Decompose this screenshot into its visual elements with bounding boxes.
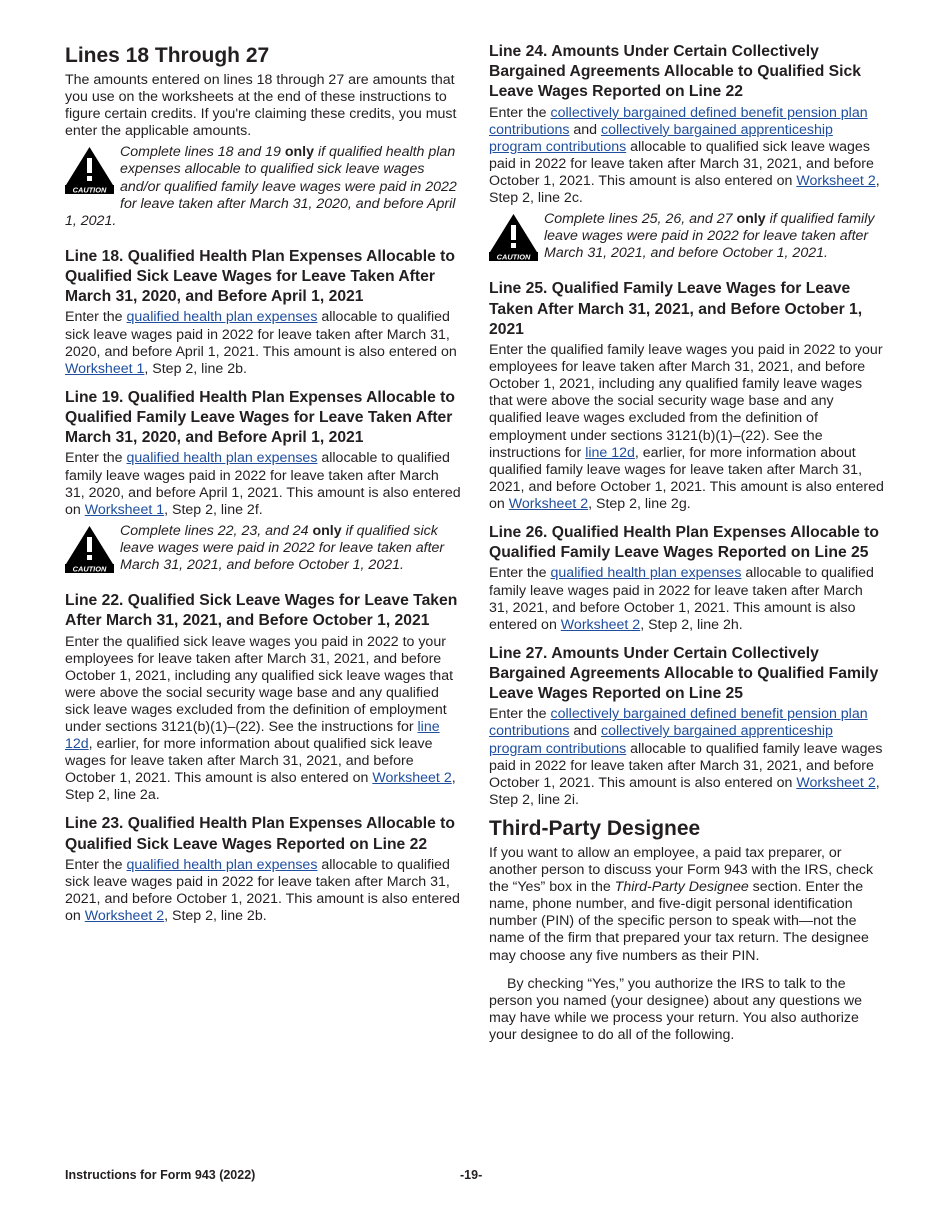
caution-text: Complete lines 25, 26, and 27 [544,211,737,228]
line-23-heading: Line 23. Qualified Health Plan Expenses Allocable to Qualified Sick Leave Wages Reported on Line 22 [65,815,455,853]
worksheet-1-link[interactable]: Worksheet 1 [84,501,165,518]
line-19-body: Enter the qualified health plan expenses allocable to qualified family leave wages paid in 2022 for leave taken after March 31, 2020, and before April 1, 2021. This amount is also entered on Worksheet 1, Step 2, line 2f. [65,450,461,518]
caution-badge-label: CAUTION [72,564,107,573]
line-24-body: Enter the collectively bargained defined benefit pension plan contributions and collectively bargained apprenticeship program contributions allocable to qualified sick leave wages paid in 2022 for leave taken after March 31, 2021, and before October 1, 2021. This amount is also entered on Worksheet 2, Step 2, line 2c. [489,104,880,207]
line-26-heading: Line 26. Qualified Health Plan Expenses Allocable to Qualified Family Leave Wages Reported on Line 25 [489,524,879,562]
intro-paragraph: The amounts entered on lines 18 through 27 are amounts that you use on the worksheets at the end of these instructions to figure certain credits. If you're claiming these credits, you must enter the applicable amounts. [65,72,457,140]
apprenticeship-program-contributions-link[interactable]: collectively bargained apprenticeship program contributions [489,723,833,757]
caution-icon [65,146,114,194]
qualified-health-plan-expenses-link[interactable]: qualified health plan expenses [550,565,742,582]
caution-icon [65,525,114,573]
caution-text: Complete lines 18 and 19 [120,144,285,161]
worksheet-1-link[interactable]: Worksheet 1 [65,360,145,377]
line-27-body: Enter the collectively bargained defined benefit pension plan contributions and collectively bargained apprenticeship program contributions allocable to qualified family leave wages paid in 2022 for leave taken after March 31, 2021, and before October 1, 2021. This amount is also entered on Worksheet 2, Step 2, line 2i. [489,706,883,808]
page-number: -19- [460,1168,483,1182]
left-column [65,42,461,925]
caution-text: if qualified family leave wages were paid in 2022 for leave taken after March 31, 2021, and before October 1, 2021. [544,211,875,262]
worksheet-2-link[interactable]: Worksheet 2 [372,770,452,787]
worksheet-2-link[interactable]: Worksheet 2 [84,908,165,925]
authorization-paragraph: By checking “Yes,” you authorize the IRS to talk to the person you named (your designee) about any questions we may have while we process your return. You also authorize your designee to do all of the following. [489,975,863,1043]
third-party-designee-title: Third-Party Designee [489,816,701,840]
apprenticeship-program-contributions-link[interactable]: collectively bargained apprenticeship program contributions [489,121,833,155]
line-12d-link[interactable]: line 12d [65,718,440,753]
line-22-heading: Line 22. Qualified Sick Leave Wages for Leave Taken After March 31, 2021, and Before October 1, 2021 [65,592,458,630]
pension-plan-contributions-link[interactable]: collectively bargained defined benefit pension plan contributions [489,706,868,740]
line-12d-link[interactable]: line 12d [585,444,635,461]
line-18-body: Enter the qualified health plan expenses allocable to qualified sick leave wages paid in 2022 for leave taken after March 31, 2020, and before April 1, 2021. This amount is also entered on Worksheet 1, Step 2, line 2b. [65,309,457,377]
caution-badge-label: CAUTION [496,252,531,262]
caution-note [65,523,461,574]
line-25-body: Enter the qualified family leave wages you paid in 2022 to your employees for leave taken after March 31, 2021, and before October 1, 2021, including any qualified family leave wages that were above the social security wage base and any qualified leave wages excluded from the definition of employment under sections 3121(b)(1)–(22). See the instructions for line 12d, earlier, for more information about qualified family leave wages for leave taken after March 31, 2021, and before October 1, 2021. This amount is also entered on Worksheet 2, Step 2, line 2g. [489,342,884,512]
line-26-body: Enter the qualified health plan expenses allocable to qualified family leave wages paid in 2022 for leave taken after March 31, 2021, and before October 1, 2021. This amount is also entered on Worksheet 2, Step 2, line 2h. [489,565,874,633]
line-27-heading: Line 27. Amounts Under Certain Collectively Bargained Agreements Allocable to Qualified Family Leave Wages Reported on Line 25 [489,644,879,703]
page-footer [65,1168,885,1186]
worksheet-2-link[interactable]: Worksheet 2 [560,616,641,633]
worksheet-2-link[interactable]: Worksheet 2 [508,495,589,512]
caution-badge-label: CAUTION [72,185,107,195]
qualified-health-plan-expenses-link[interactable]: qualified health plan expenses [126,856,318,873]
line-23-body: Enter the qualified health plan expenses allocable to qualified sick leave wages paid in 2022 for leave taken after March 31, 2021, and before October 1, 2021. This amount is also entered on Worksheet 2, Step 2, line 2b. [65,856,460,925]
caution-icon [489,213,538,261]
line-24-heading: Line 24. Amounts Under Certain Collectively Bargained Agreements Allocable to Qualified Sick Leave Wages Reported on Line 22 [489,43,861,101]
caution-note [65,144,461,229]
worksheet-2-link[interactable]: Worksheet 2 [796,774,876,791]
caution-emphasis: only [312,522,342,539]
caution-emphasis: only [284,144,315,161]
pension-plan-contributions-link[interactable]: collectively bargained defined benefit pension plan contributions [489,104,868,138]
qualified-health-plan-expenses-link[interactable]: qualified health plan expenses [126,309,318,326]
right-column [489,42,885,1044]
footer-form-title: Instructions for Form 943 (2022) [65,1168,256,1182]
line-22-body: Enter the qualified sick leave wages you paid in 2022 to your employees for leave taken after March 31, 2021, and before October 1, 2021, including any qualified sick leave wages that were above the social security wage base and any qualified sick leave wages excluded from the definition of employment under sections 3121(b)(1)–(22). See the instructions for line 12d, earlier, for more information about qualified sick leave wages for leave taken after March 31, 2021, and before October 1, 2021. This amount is also entered on Worksheet 2, Step 2, line 2a. [65,633,456,804]
caution-text: if qualified health plan expenses allocable to qualified sick leave wages and/or qualified family leave wages were paid in 2022 for leave taken after March 31, 2020, and before April 1, 2021. [65,144,457,229]
line-25-heading: Line 25. Qualified Family Leave Wages for Leave Taken After March 31, 2021, and Before October 1, 2021 [489,280,863,338]
section-title-lines-18-27: Lines 18 Through 27 [65,44,270,67]
caution-emphasis: only [736,211,766,228]
caution-text: Complete lines 22, 23, and 24 [120,522,313,539]
line-18-heading: Line 18. Qualified Health Plan Expenses Allocable to Qualified Sick Leave Wages for Leave Taken After March 31, 2020, and Before April 1, 2021 [65,247,455,306]
line-19-heading: Line 19. Qualified Health Plan Expenses Allocable to Qualified Family Leave Wages for Leave Taken After March 31, 2020, and Before April 1, 2021 [65,388,455,447]
caution-text: if qualified sick leave wages were paid in 2022 for leave taken after March 31, 2021, and before October 1, 2021. [120,522,445,573]
qualified-health-plan-expenses-link[interactable]: qualified health plan expenses [126,450,318,467]
caution-note [489,211,885,262]
third-party-designee-paragraph: If you want to allow an employee, a paid tax preparer, or another person to discuss your Form 943 with the IRS, check the “Yes” box in the Third-Party Designee section. Enter the name, phone number, and five-digit personal identification number (PIN) of the specific person to speak with—not the name of the firm that prepared your tax return. The designee may choose any five numbers as their PIN. [489,844,874,964]
worksheet-2-link[interactable]: Worksheet 2 [796,172,876,189]
